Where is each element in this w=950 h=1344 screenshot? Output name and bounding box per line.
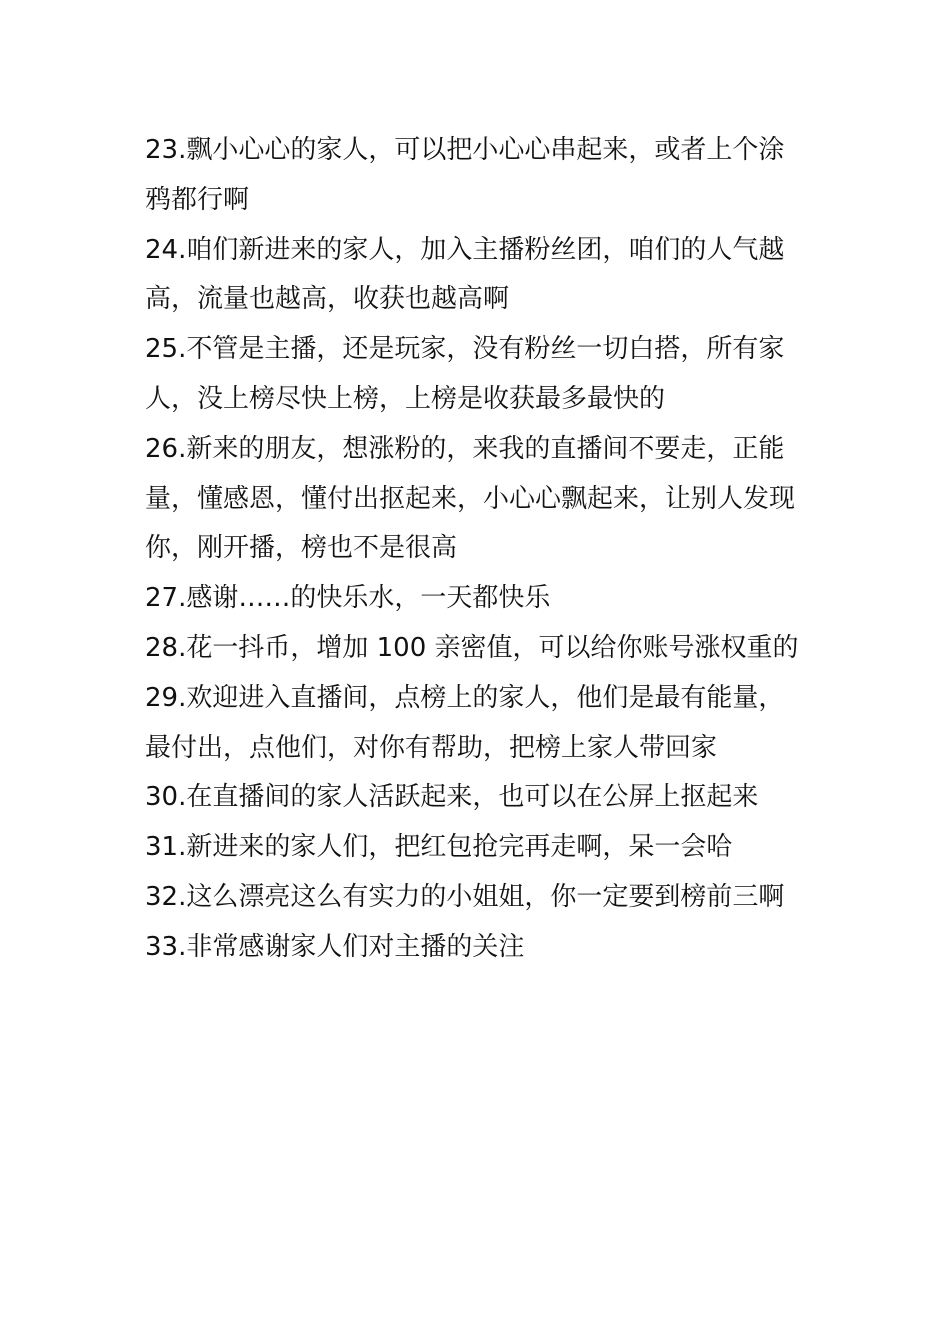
list-item bbox=[145, 126, 810, 226]
list-item bbox=[145, 923, 810, 973]
item-text: 不管是主播，还是玩家，没有粉丝一切白搭，所有家人，没上榜尽快上榜，上榜是收获最多最快的 bbox=[145, 334, 785, 414]
item-text: 咱们新进来的家人，加入主播粉丝团，咱们的人气越高，流量也越高，收获也越高啊 bbox=[145, 234, 785, 315]
item-number: 31. bbox=[145, 832, 187, 863]
item-text: 花一抖币，增加 100 亲密值，可以给你账号涨权重的 bbox=[186, 632, 799, 663]
item-text: 非常感谢家人们对主播的关注 bbox=[186, 931, 525, 962]
item-text: 这么漂亮这么有实力的小姐姐，你一定要到榜前三啊 bbox=[186, 881, 785, 912]
list-item bbox=[145, 624, 810, 674]
item-number: 26. bbox=[145, 433, 187, 464]
item-text: 新进来的家人们，把红包抢完再走啊，呆一会哈 bbox=[186, 832, 733, 863]
list-item bbox=[145, 574, 810, 624]
item-number: 29. bbox=[145, 682, 187, 713]
list-item bbox=[145, 823, 810, 873]
item-number: 28. bbox=[145, 632, 187, 663]
item-text: 欢迎进入直播间，点榜上的家人，他们是最有能量，最付出，点他们，对你有帮助，把榜上家人带回家 bbox=[145, 682, 785, 763]
item-text: 在直播间的家人活跃起来，也可以在公屏上抠起来 bbox=[186, 782, 759, 813]
item-number: 33. bbox=[145, 931, 187, 962]
item-number: 32. bbox=[145, 881, 187, 912]
document-body bbox=[145, 126, 810, 973]
list-item bbox=[145, 873, 810, 923]
item-text: 感谢……的快乐水，一天都快乐 bbox=[186, 583, 551, 614]
item-number: 30. bbox=[145, 782, 187, 813]
list-item bbox=[145, 325, 810, 425]
list-item bbox=[145, 773, 810, 823]
item-number: 24. bbox=[145, 234, 187, 265]
list-item bbox=[145, 226, 810, 326]
list-item bbox=[145, 425, 810, 574]
item-text: 飘小心心的家人，可以把小心心串起来，或者上个涂鸦都行啊 bbox=[145, 135, 785, 215]
list-item bbox=[145, 674, 810, 774]
item-number: 27. bbox=[145, 583, 187, 614]
item-text: 新来的朋友，想涨粉的，来我的直播间不要走，正能量，懂感恩，懂付出抠起来，小心心飘起来，让别人发现你，刚开播，榜也不是很高 bbox=[145, 433, 796, 564]
item-number: 25. bbox=[145, 334, 187, 365]
item-number: 23. bbox=[145, 135, 187, 165]
